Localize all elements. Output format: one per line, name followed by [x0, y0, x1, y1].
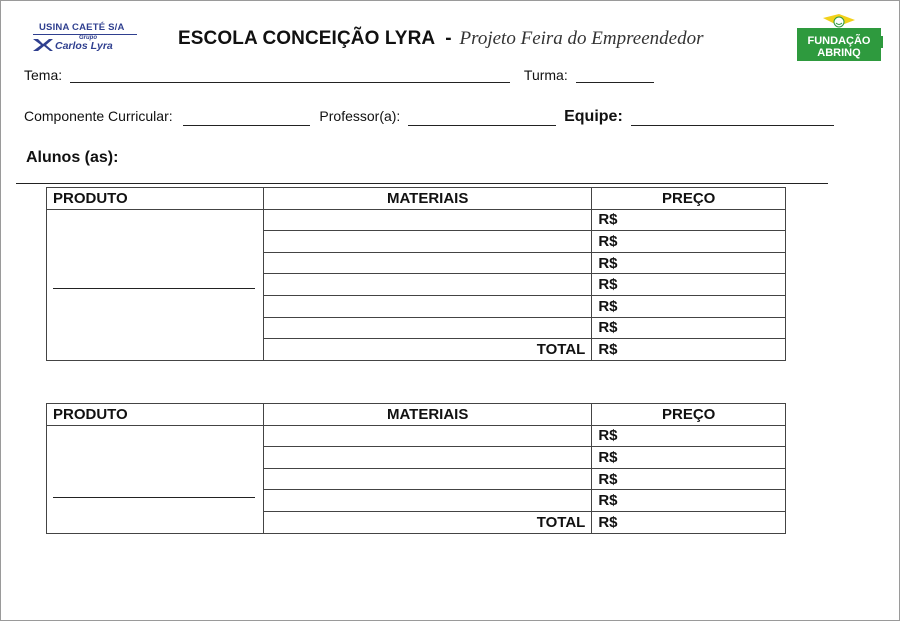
tema-label: Tema:: [24, 67, 63, 83]
abrinq-line1: FUNDAÇÃO: [807, 35, 871, 47]
alunos-line[interactable]: [16, 183, 828, 184]
componente-row: [24, 108, 834, 126]
total-label: TOTAL: [263, 339, 591, 361]
materiais-cell[interactable]: [263, 317, 591, 339]
preco-cell[interactable]: R$: [592, 425, 786, 447]
preco-header: PREÇO: [592, 188, 786, 210]
produto-header: PRODUTO: [47, 188, 264, 210]
product-table-1: [46, 187, 786, 361]
preco-cell[interactable]: R$: [592, 231, 786, 253]
total-price-cell[interactable]: R$: [592, 511, 786, 533]
logo-usina-text: USINA CAETÉ S/A: [39, 22, 125, 33]
school-name: ESCOLA CONCEIÇÃO LYRA: [178, 28, 436, 49]
fundacao-abrinq-logo: [795, 14, 885, 62]
preco-header: PREÇO: [592, 404, 786, 426]
materiais-cell[interactable]: [263, 231, 591, 253]
table-row: [47, 209, 786, 231]
alunos-label: Alunos (as):: [26, 149, 119, 166]
materiais-cell[interactable]: [263, 490, 591, 512]
carlos-lyra-mark-icon: [32, 38, 54, 52]
materiais-cell[interactable]: [263, 447, 591, 469]
preco-cell[interactable]: R$: [592, 252, 786, 274]
produto-name-line[interactable]: [53, 288, 255, 289]
logo-carlos-lyra-text: Carlos Lyra: [55, 40, 113, 52]
turma-label: Turma:: [523, 67, 568, 83]
professor-label: Professor(a):: [319, 108, 401, 124]
table-row: [47, 425, 786, 447]
produto-cell[interactable]: [47, 209, 264, 360]
preco-cell[interactable]: R$: [592, 317, 786, 339]
preco-cell[interactable]: R$: [592, 295, 786, 317]
materiais-cell[interactable]: [263, 295, 591, 317]
materiais-cell[interactable]: [263, 425, 591, 447]
preco-cell[interactable]: R$: [592, 447, 786, 469]
table-header-row: [47, 404, 786, 426]
turma-field[interactable]: [576, 68, 654, 83]
componente-label: Componente Curricular:: [24, 108, 173, 124]
preco-cell[interactable]: R$: [592, 209, 786, 231]
produto-name-line[interactable]: [53, 497, 255, 498]
abrinq-line2: ABRINQ: [817, 47, 861, 59]
title-dash: -: [445, 28, 452, 49]
project-name: Projeto Feira do Empreendedor: [459, 28, 704, 49]
componente-field[interactable]: [183, 111, 310, 126]
preco-cell[interactable]: R$: [592, 274, 786, 296]
materiais-header: MATERIAIS: [263, 404, 591, 426]
materiais-header: MATERIAIS: [263, 188, 591, 210]
total-label: TOTAL: [263, 511, 591, 533]
tema-row: [24, 67, 654, 83]
page-title: [178, 28, 704, 50]
materiais-cell[interactable]: [263, 274, 591, 296]
produto-cell[interactable]: [47, 425, 264, 533]
produto-header: PRODUTO: [47, 404, 264, 426]
materiais-cell[interactable]: [263, 468, 591, 490]
professor-field[interactable]: [408, 111, 556, 126]
total-price-cell[interactable]: R$: [592, 339, 786, 361]
preco-cell[interactable]: R$: [592, 490, 786, 512]
equipe-label: Equipe:: [564, 108, 623, 125]
table-header-row: [47, 188, 786, 210]
preco-cell[interactable]: R$: [592, 468, 786, 490]
logo-grupo-text: Grupo: [79, 35, 97, 41]
tema-field[interactable]: [70, 68, 510, 83]
equipe-field[interactable]: [631, 111, 834, 126]
materiais-cell[interactable]: [263, 252, 591, 274]
product-table-2: [46, 403, 786, 534]
materiais-cell[interactable]: [263, 209, 591, 231]
usina-caete-logo: [31, 22, 139, 54]
